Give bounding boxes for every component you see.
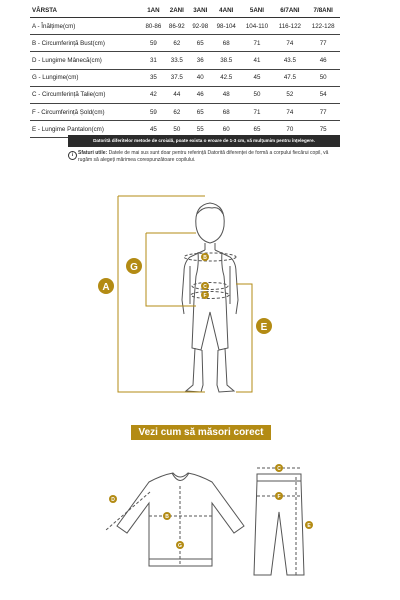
label-b: B [165, 514, 169, 520]
table-cell: 71 [240, 103, 273, 120]
label-b: B [203, 255, 207, 261]
table-cell: 59 [142, 103, 165, 120]
table-cell: 80-86 [142, 18, 165, 35]
column-header: 5ANI [240, 3, 273, 18]
column-header: 4ANI [212, 3, 241, 18]
table-cell: 44 [165, 86, 188, 103]
column-header: 3ANI [189, 3, 212, 18]
row-label: E - Lungime Pantalon(cm) [30, 121, 142, 138]
table-cell: 68 [212, 103, 241, 120]
info-icon: i [68, 151, 77, 160]
label-c: C [277, 466, 281, 472]
table-cell: 65 [240, 121, 273, 138]
table-cell: 40 [189, 69, 212, 86]
child-measure-dashes [184, 253, 236, 299]
tip-label: Sfaturi utile: [78, 150, 108, 156]
label-f: F [277, 494, 281, 500]
table-cell: 116-122 [273, 18, 306, 35]
row-label: C - Circumferință Talie(cm) [30, 86, 142, 103]
table-cell: 47.5 [273, 69, 306, 86]
table-cell: 65 [189, 103, 212, 120]
label-c: C [203, 284, 207, 290]
table-cell: 45 [142, 121, 165, 138]
disclaimer-bar: Datorită diferitelor metode de croială, poate exista o eroare de 1-3 cm, vă mulțumim pentru înțelegere. [68, 135, 340, 147]
table-cell: 65 [189, 35, 212, 52]
table-cell: 122-128 [306, 18, 340, 35]
table-cell: 77 [306, 103, 340, 120]
label-e: E [260, 322, 268, 333]
table-cell: 45 [240, 69, 273, 86]
table-cell: 74 [273, 35, 306, 52]
table-cell: 31 [142, 52, 165, 69]
table-cell: 42.5 [212, 69, 241, 86]
shirt-label-text [111, 497, 182, 549]
table-cell: 77 [306, 35, 340, 52]
table-cell: 48 [212, 86, 241, 103]
table-cell: 86-92 [165, 18, 188, 35]
table-cell: 41 [240, 52, 273, 69]
table-cell: 35 [142, 69, 165, 86]
table-cell: 59 [142, 35, 165, 52]
table-cell: 38.5 [212, 52, 241, 69]
table-cell: 62 [165, 103, 188, 120]
table-cell: 74 [273, 103, 306, 120]
table-cell: 98-104 [212, 18, 241, 35]
table-cell: 46 [306, 52, 340, 69]
table-cell: 75 [306, 121, 340, 138]
column-header: 2ANI [165, 3, 188, 18]
row-label: G - Lungime(cm) [30, 69, 142, 86]
table-cell: 60 [212, 121, 241, 138]
table-cell: 37.5 [165, 69, 188, 86]
table-cell: 43.5 [273, 52, 306, 69]
table-cell: 71 [240, 35, 273, 52]
table-cell: 46 [189, 86, 212, 103]
table-cell: 50 [306, 69, 340, 86]
table-cell: 36 [189, 52, 212, 69]
table-cell: 92-98 [189, 18, 212, 35]
column-header: VÂRSTA [30, 3, 142, 18]
column-header: 6/7ANI [273, 3, 306, 18]
row-label: D - Lungime Mânecă(cm) [30, 52, 142, 69]
row-label: F - Circumferință Șold(cm) [30, 103, 142, 120]
row-label: A - Înălțime(cm) [30, 18, 142, 35]
label-d: D [111, 497, 115, 503]
pants-measure-dashes [257, 468, 301, 575]
table-cell: 42 [142, 86, 165, 103]
table-cell: 55 [189, 121, 212, 138]
table-cell: 52 [273, 86, 306, 103]
table-cell: 50 [165, 121, 188, 138]
child-figure [182, 203, 238, 392]
shirt-measure-dashes [106, 486, 212, 564]
label-g: G [178, 543, 182, 549]
label-e: E [307, 523, 311, 529]
label-f: F [203, 293, 207, 299]
row-label: B - Circumferință Bust(cm) [30, 35, 142, 52]
label-a: A [102, 282, 110, 293]
tip-body: Datele de mai sus sunt doar pentru referință Datorită diferenței de formă a corpului fiecărui copil, vă rugăm să alegeți mărimea corespunzătoare copilului. [78, 150, 329, 164]
table-cell: 33.5 [165, 52, 188, 69]
table-cell: 54 [306, 86, 340, 103]
table-cell: 50 [240, 86, 273, 103]
table-cell: 62 [165, 35, 188, 52]
column-header: 1AN [142, 3, 165, 18]
label-g: G [130, 262, 138, 273]
table-cell: 68 [212, 35, 241, 52]
column-header: 7/8ANI [306, 3, 340, 18]
table-cell: 70 [273, 121, 306, 138]
measure-banner: Vezi cum să măsori corect [131, 425, 271, 440]
table-cell: 104-110 [240, 18, 273, 35]
child-measure-lines [118, 196, 252, 392]
